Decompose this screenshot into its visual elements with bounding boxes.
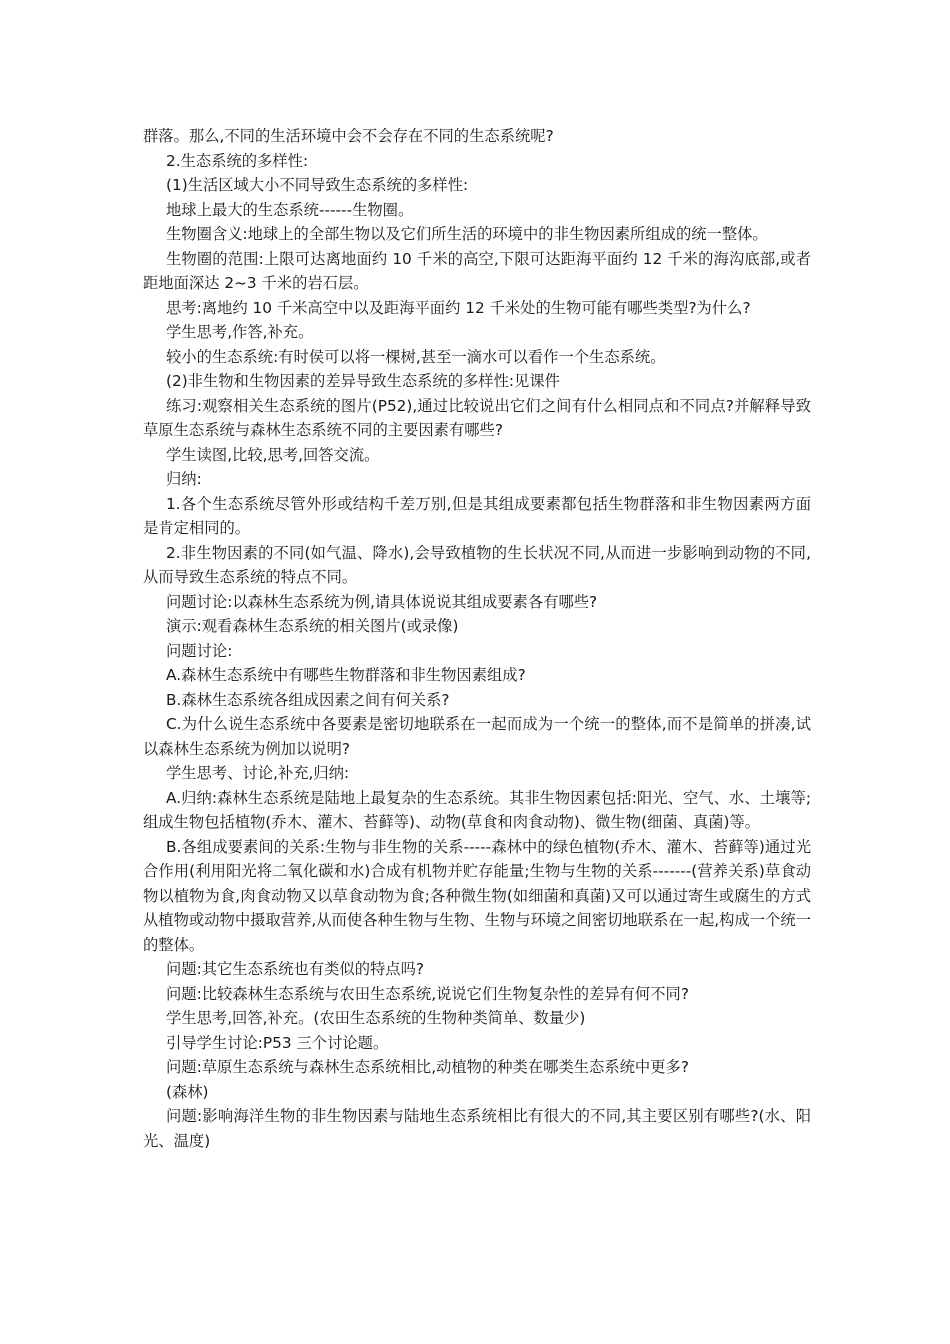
paragraph: (2)非生物和生物因素的差异导致生态系统的多样性:见课件 bbox=[166, 372, 560, 390]
paragraph: A.归纳:森林生态系统是陆地上最复杂的生态系统。其非生物因素包括:阳光、空气、水、土壤等;组成生物包括植物(乔木、灌木、苔藓等)、动物(草食和肉食动物)、微生物(细菌、真菌)等。 bbox=[143, 788, 811, 831]
paragraph: 较小的生态系统:有时侯可以将一棵树,甚至一滴水可以看作一个生态系统。 bbox=[166, 347, 666, 366]
paragraph: 思考:离地约 10 千米高空中以及距海平面约 12 千米处的生物可能有哪些类型?为什么? bbox=[166, 298, 751, 317]
paragraph: 学生思考,作答,补充。 bbox=[166, 323, 314, 341]
paragraph: 学生读图,比较,思考,回答交流。 bbox=[166, 445, 380, 464]
paragraph: 引导学生讨论:P53 三个讨论题。 bbox=[166, 1033, 389, 1052]
paragraph: 问题讨论: bbox=[166, 641, 233, 660]
paragraph: 问题:草原生态系统与森林生态系统相比,动植物的种类在哪类生态系统中更多? bbox=[166, 1058, 689, 1076]
paragraph: 地球上最大的生态系统------生物圈。 bbox=[166, 200, 414, 219]
paragraph: 归纳: bbox=[166, 470, 202, 488]
paragraph: 1.各个生态系统尽管外形或结构千差万别,但是其组成要素都包括生物群落和非生物因素两方面是肯定相同的。 bbox=[143, 494, 811, 537]
paragraph: 学生思考,回答,补充。(农田生态系统的生物种类简单、数量少) bbox=[166, 1009, 586, 1027]
paragraph: (1)生活区域大小不同导致生态系统的多样性: bbox=[166, 176, 469, 194]
paragraph: 群落。那么,不同的生活环境中会不会存在不同的生态系统呢? bbox=[143, 127, 554, 145]
paragraph: A.森林生态系统中有哪些生物群落和非生物因素组成? bbox=[166, 666, 526, 684]
paragraph: (森林) bbox=[166, 1082, 209, 1101]
paragraph: 2.生态系统的多样性: bbox=[166, 151, 309, 170]
paragraph: 2.非生物因素的不同(如气温、降水),会导致植物的生长状况不同,从而进一步影响到动物的不同,从而导致生态系统的特点不同。 bbox=[143, 543, 811, 586]
paragraph: B.森林生态系统各组成因素之间有何关系? bbox=[166, 690, 450, 709]
paragraph: C.为什么说生态系统中各要素是密切地联系在一起而成为一个统一的整体,而不是简单的拼凑,试以森林生态系统为例加以说明? bbox=[143, 715, 811, 758]
paragraph: 问题:其它生态系统也有类似的特点吗? bbox=[166, 960, 425, 978]
paragraph: 生物圈含义:地球上的全部生物以及它们所生活的环境中的非生物因素所组成的统一整体。 bbox=[166, 225, 768, 243]
paragraph: B.各组成要素间的关系:生物与非生物的关系-----森林中的绿色植物(乔木、灌木、苔藓等)通过光合作用(利用阳光将二氧化碳和水)合成有机物并贮存能量;生物与生物的关系-------(营养关系)草食动物以植物为食,肉食动物又以草食动物为食;各种微生物(如细菌和真菌)又可以通过寄生或腐生的方式从植物或动物中摄取营养,从而使各种生物与生物、生物与环境之间密切地联系在一起,构成一个统一的整体。 bbox=[143, 837, 811, 954]
document-body bbox=[143, 124, 811, 1153]
paragraph: 演示:观看森林生态系统的相关图片(或录像) bbox=[166, 617, 459, 635]
paragraph: 问题:比较森林生态系统与农田生态系统,说说它们生物复杂性的差异有何不同? bbox=[166, 984, 689, 1003]
paragraph: 学生思考、讨论,补充,归纳: bbox=[166, 764, 350, 782]
paragraph: 问题:影响海洋生物的非生物因素与陆地生态系统相比有很大的不同,其主要区别有哪些?(水、阳光、温度) bbox=[143, 1107, 811, 1150]
paragraph: 练习:观察相关生态系统的图片(P52),通过比较说出它们之间有什么相同点和不同点?并解释导致草原生态系统与森林生态系统不同的主要因素有哪些? bbox=[143, 396, 811, 439]
paragraph: 生物圈的范围:上限可达离地面约 10 千米的高空,下限可达距海平面约 12 千米的海沟底部,或者距地面深达 2~3 千米的岩石层。 bbox=[143, 249, 811, 292]
paragraph: 问题讨论:以森林生态系统为例,请具体说说其组成要素各有哪些? bbox=[166, 592, 598, 611]
